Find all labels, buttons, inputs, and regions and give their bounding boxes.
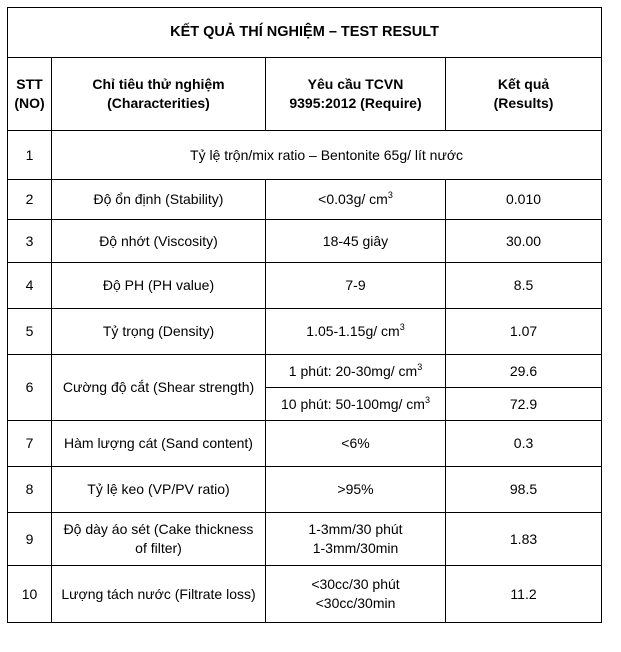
- mix-ratio-cell: Tỷ lệ trộn/mix ratio – Bentonite 65g/ lít nước: [52, 131, 602, 180]
- row-result: 11.2: [446, 566, 602, 623]
- header-res-line2: (Results): [493, 95, 554, 111]
- row-result: 72.9: [446, 388, 602, 421]
- row-characteristic: Cường độ cắt (Shear strength): [52, 355, 266, 421]
- row-no: 8: [8, 467, 52, 513]
- require-text: 1.05-1.15g/ cm: [306, 323, 400, 339]
- row-result: 98.5: [446, 467, 602, 513]
- table-row: [8, 513, 602, 566]
- row-result: 30.00: [446, 220, 602, 263]
- table-row: [8, 421, 602, 467]
- row-result: 8.5: [446, 263, 602, 309]
- require-sup: 3: [424, 394, 430, 405]
- row-no: 10: [8, 566, 52, 623]
- row-require: [266, 566, 446, 623]
- header-res-line1: Kết quả: [497, 76, 550, 92]
- row-require: <6%: [266, 421, 446, 467]
- row-require: [266, 513, 446, 566]
- row-characteristic: Độ ổn định (Stability): [52, 180, 266, 220]
- row-no: 5: [8, 309, 52, 355]
- table-row: [8, 180, 602, 220]
- row-no: 9: [8, 513, 52, 566]
- row-require: 7-9: [266, 263, 446, 309]
- table-title: KẾT QUẢ THÍ NGHIỆM – TEST RESULT: [8, 8, 602, 58]
- row-characteristic: Độ dày áo sét (Cake thickness of filter): [52, 513, 266, 566]
- row-no: 2: [8, 180, 52, 220]
- header-req-line2: 9395:2012 (Require): [289, 95, 422, 111]
- require-sup: 3: [399, 322, 405, 332]
- header-stt-line1: STT: [16, 76, 43, 92]
- require-line2: <30cc/30min: [315, 595, 396, 611]
- require-text: 10 phút: 50-100mg/ cm: [281, 395, 425, 412]
- require-text: <0.03g/ cm: [318, 191, 388, 207]
- row-characteristic: Lượng tách nước (Filtrate loss): [52, 566, 266, 623]
- header-row: [8, 58, 602, 131]
- row-no: 3: [8, 220, 52, 263]
- table-row: [8, 220, 602, 263]
- test-result-table: [7, 7, 602, 623]
- table-row: [8, 467, 602, 513]
- require-line1: <30cc/30 phút: [311, 576, 400, 592]
- header-req-line1: Yêu cầu TCVN: [307, 76, 404, 92]
- row-characteristic: Độ PH (PH value): [52, 263, 266, 309]
- row-require: >95%: [266, 467, 446, 513]
- table-row: [8, 309, 602, 355]
- row-no: 1: [8, 131, 52, 180]
- row-result: 1.07: [446, 309, 602, 355]
- row-characteristic: Tỷ lệ keo (VP/PV ratio): [52, 467, 266, 513]
- row-no: 4: [8, 263, 52, 309]
- row-characteristic: Hàm lượng cát (Sand content): [52, 421, 266, 467]
- require-sup: 3: [417, 361, 423, 372]
- table-row: [8, 566, 602, 623]
- header-require: [266, 58, 446, 131]
- row-no: 7: [8, 421, 52, 467]
- header-char-line1: Chỉ tiêu thử nghiệm: [92, 76, 225, 92]
- row-require: [266, 309, 446, 355]
- row-no: 6: [8, 355, 52, 421]
- header-characteristics: [52, 58, 266, 131]
- row-result: 0.3: [446, 421, 602, 467]
- header-results: [446, 58, 602, 131]
- table-row: [8, 355, 602, 388]
- table-row: [8, 263, 602, 309]
- row-result: 29.6: [446, 355, 602, 388]
- require-text: 1 phút: 20-30mg/ cm: [288, 362, 418, 379]
- table-row: [8, 131, 602, 180]
- row-characteristic: Tỷ trọng (Density): [52, 309, 266, 355]
- require-line2: 1-3mm/30min: [312, 540, 399, 556]
- row-require: 18-45 giây: [266, 220, 446, 263]
- row-characteristic: Độ nhớt (Viscosity): [52, 220, 266, 263]
- require-sup: 3: [387, 190, 393, 200]
- row-require: [266, 355, 446, 388]
- title-row: [8, 8, 602, 58]
- header-stt-line2: (NO): [14, 95, 45, 111]
- row-require: [266, 388, 446, 421]
- row-require: [266, 180, 446, 220]
- row-result: 1.83: [446, 513, 602, 566]
- header-stt: [8, 58, 52, 131]
- header-char-line2: (Characterities): [107, 95, 210, 111]
- row-result: 0.010: [446, 180, 602, 220]
- require-line1: 1-3mm/30 phút: [308, 521, 403, 537]
